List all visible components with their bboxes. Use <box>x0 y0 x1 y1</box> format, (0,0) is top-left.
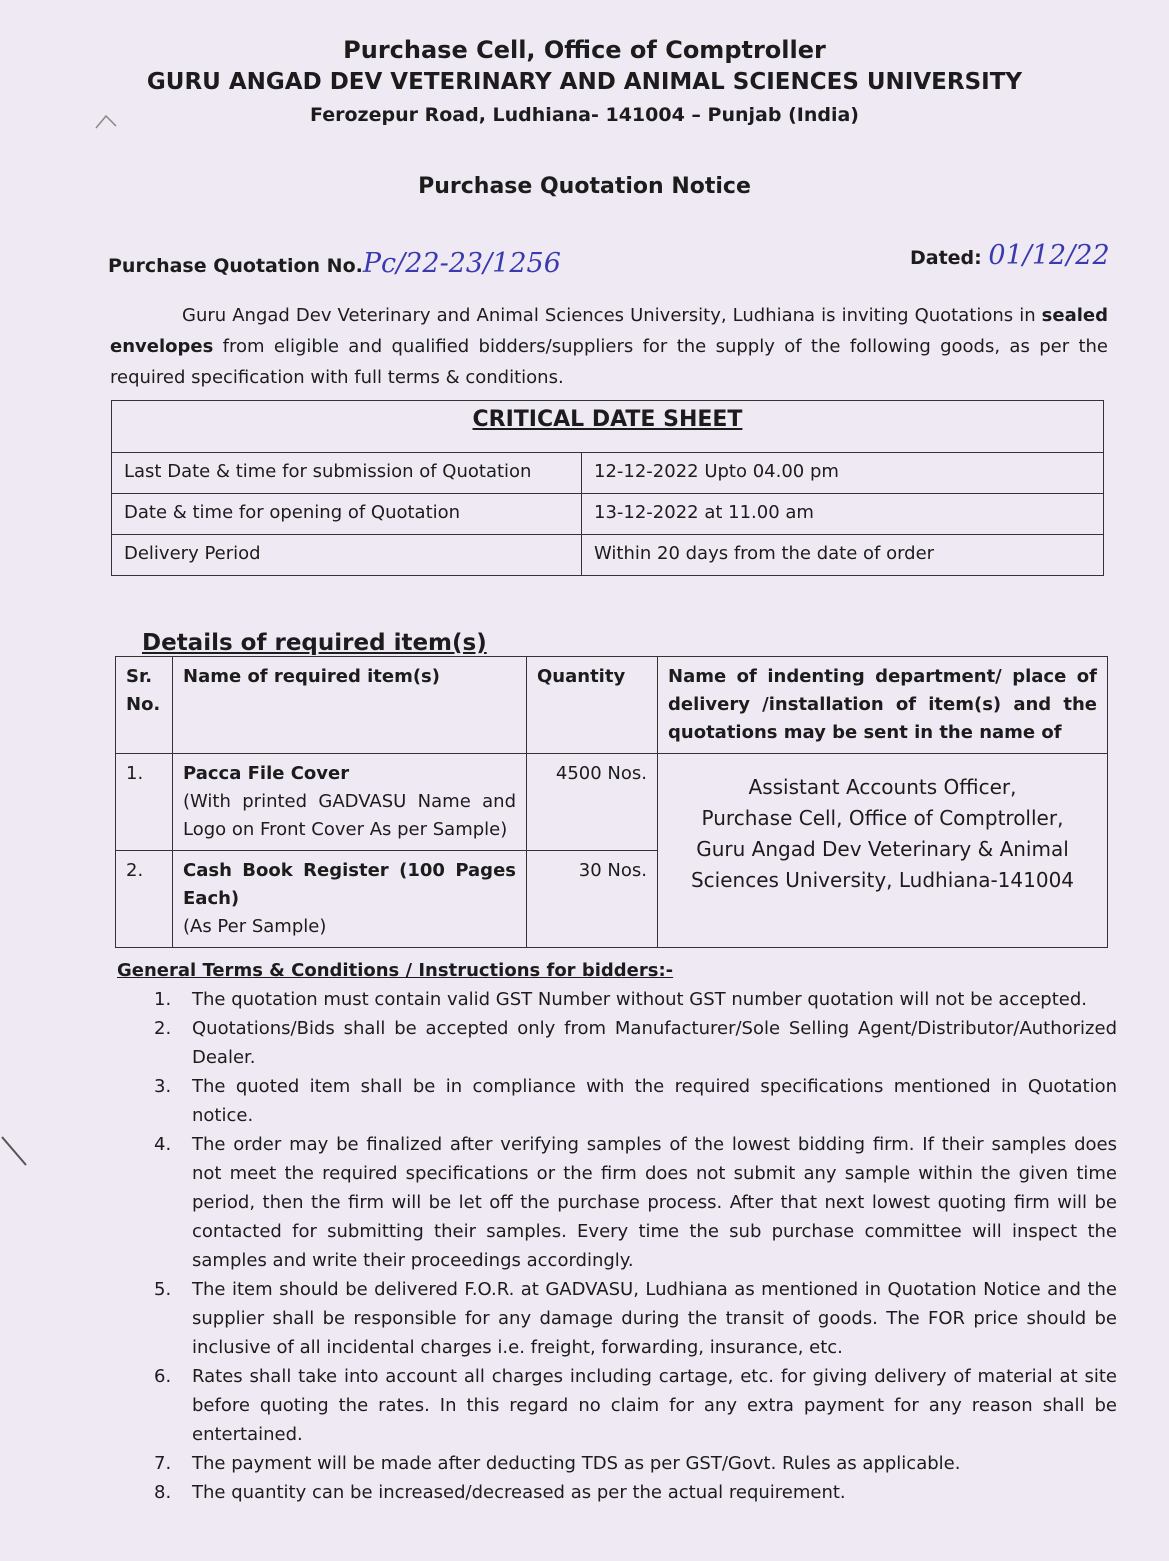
term-text: Quotations/Bids shall be accepted only from Manufacturer/Sole Selling Agent/Distributor/Authorized Dealer. <box>192 1018 1117 1068</box>
list-item <box>150 1478 1117 1507</box>
term-text: Rates shall take into account all charges including cartage, etc. for giving delivery of material at site before quoting the rates. In this regard no claim for any extra payment for any reason shall be entertained. <box>192 1366 1117 1445</box>
date-label: Delivery Period <box>112 535 582 576</box>
date-label: Last Date & time for submission of Quotation <box>112 453 582 494</box>
date-value: 13-12-2022 at 11.00 am <box>582 494 1104 535</box>
intro-text-1: Guru Angad Dev Veterinary and Animal Sciences University, Ludhiana is inviting Quotations in <box>182 305 1042 326</box>
university-name: GURU ANGAD DEV VETERINARY AND ANIMAL SCIENCES UNIVERSITY <box>146 69 1023 95</box>
term-number: 8. <box>154 1482 172 1503</box>
term-number: 2. <box>154 1018 172 1039</box>
dated-line <box>910 240 1110 271</box>
term-number: 3. <box>154 1076 172 1097</box>
header-item-name: Name of required item(s) <box>173 657 527 754</box>
scan-mark <box>0 1135 30 1170</box>
header-sr: Sr. No. <box>116 657 173 754</box>
item-quantity: 30 Nos. <box>527 851 658 948</box>
term-text: The item should be delivered F.O.R. at GADVASU, Ludhiana as mentioned in Quotation Notice and the supplier shall be responsible for any damage during the transit of goods. The FOR price should be inclusive of all incidental charges i.e. freight, forwarding, insurance, etc. <box>192 1279 1117 1358</box>
item-name-cell <box>173 754 527 851</box>
department-line: Purchase Cell, Office of Comptroller, <box>701 805 1064 830</box>
sr-no: 2. <box>116 851 173 948</box>
item-name: Pacca File Cover <box>183 763 350 784</box>
header-quantity: Quantity <box>527 657 658 754</box>
term-number: 1. <box>154 989 172 1010</box>
table-row <box>112 535 1104 576</box>
list-item <box>150 1275 1117 1362</box>
quotation-number-handwritten: Pc/22-23/1256 <box>362 248 561 279</box>
date-value: Within 20 days from the date of order <box>582 535 1104 576</box>
term-text: The quotation must contain valid GST Number without GST number quotation will not be accepted. <box>192 989 1087 1010</box>
department-line: Sciences University, Ludhiana-141004 <box>690 867 1075 892</box>
department-line: Guru Angad Dev Veterinary & Animal <box>696 836 1069 861</box>
list-item <box>150 1130 1117 1275</box>
critical-date-sheet-title: CRITICAL DATE SHEET <box>112 401 1104 453</box>
item-description: (As Per Sample) <box>183 916 327 937</box>
item-description: (With printed GADVASU Name and Logo on Front Cover As per Sample) <box>183 791 516 840</box>
quotation-number-label: Purchase Quotation No. <box>108 255 363 277</box>
term-number: 7. <box>154 1453 172 1474</box>
quotation-number-line <box>108 248 561 279</box>
critical-date-sheet <box>111 400 1104 576</box>
details-title: Details of required item(s) <box>142 630 487 656</box>
items-table <box>115 656 1108 948</box>
intro-paragraph <box>110 300 1108 393</box>
terms-title <box>117 960 673 981</box>
department-cell <box>658 754 1108 948</box>
table-row <box>116 754 1108 851</box>
date-label: Date & time for opening of Quotation <box>112 494 582 535</box>
intro-bold-text: sealed envelopes <box>110 305 1108 357</box>
list-item <box>150 1449 1117 1478</box>
terms-title-suffix: :- <box>658 960 674 981</box>
list-item <box>150 1362 1117 1449</box>
intro-text-2: from eligible and qualified bidders/suppliers for the supply of the following goods, as per the required specification with full terms & conditions. <box>110 336 1108 388</box>
table-row <box>112 453 1104 494</box>
term-text: The quoted item shall be in compliance with the required specifications mentioned in Quotation notice. <box>192 1076 1117 1126</box>
university-address: Ferozepur Road, Ludhiana- 141004 – Punjab (India) <box>310 104 859 126</box>
sr-no: 1. <box>116 754 173 851</box>
date-handwritten: 01/12/22 <box>988 240 1110 271</box>
terms-list <box>150 985 1117 1507</box>
list-item <box>150 1072 1117 1130</box>
term-number: 5. <box>154 1279 172 1300</box>
terms-title-text: General Terms & Conditions / Instructions for bidders <box>117 960 659 981</box>
term-number: 4. <box>154 1134 172 1155</box>
item-quantity: 4500 Nos. <box>527 754 658 851</box>
notice-title: Purchase Quotation Notice <box>418 174 751 199</box>
term-text: The payment will be made after deducting TDS as per GST/Govt. Rules as applicable. <box>192 1453 961 1474</box>
department-line: Assistant Accounts Officer, <box>748 774 1017 799</box>
item-name-cell <box>173 851 527 948</box>
header-department: Name of indenting department/ place of delivery /installation of item(s) and the quotations may be sent in the name of <box>658 657 1108 754</box>
items-header-row <box>116 657 1108 754</box>
term-text: The quantity can be increased/decreased as per the actual requirement. <box>192 1482 846 1503</box>
list-item <box>150 1014 1117 1072</box>
table-row <box>112 494 1104 535</box>
office-name: Purchase Cell, Office of Comptroller <box>343 36 826 64</box>
term-number: 6. <box>154 1366 172 1387</box>
dated-label: Dated: <box>910 247 982 269</box>
item-name: Cash Book Register (100 Pages Each) <box>183 860 516 909</box>
scan-mark <box>92 110 122 135</box>
term-text: The order may be finalized after verifying samples of the lowest bidding firm. If their samples does not meet the required specifications or the firm does not submit any sample within the given time period, then the firm will be let off the purchase process. After that next lowest quoting firm will be contacted for submitting their samples. Every time the sub purchase committee will inspect the samples and write their proceedings accordingly. <box>192 1134 1117 1271</box>
date-value: 12-12-2022 Upto 04.00 pm <box>582 453 1104 494</box>
list-item <box>150 985 1117 1014</box>
